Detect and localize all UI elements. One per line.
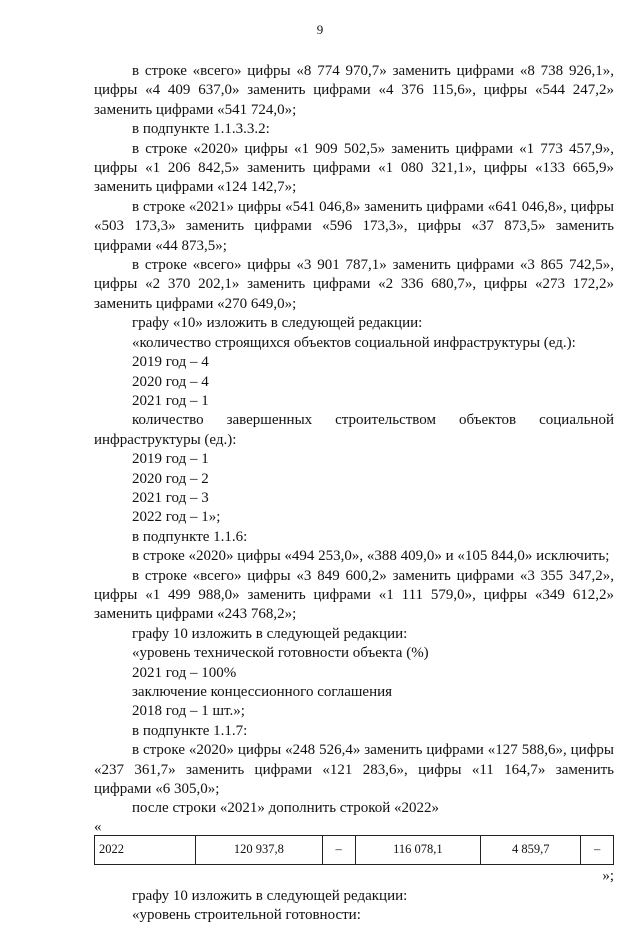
paragraph: в строке «2021» цифры «541 046,8» заменить цифрами «641 046,8», цифры «503 173,3» заменить цифрами «596 173,3», цифры «37 873,5» заменить цифрами «44 873,5»; — [94, 198, 614, 254]
paragraph: в подпункте 1.1.3.3.2: — [132, 121, 270, 138]
list-line: 2020 год – 2 — [132, 470, 209, 487]
paragraph: в подпункте 1.1.6: — [132, 528, 248, 545]
paragraph: «уровень строительной готовности: — [132, 907, 361, 924]
closing-quote: »; — [602, 867, 614, 884]
paragraph: в строке «2020» цифры «494 253,0», «388 409,0» и «105 844,0» исключить; — [132, 548, 610, 565]
paragraph: «уровень технической готовности объекта (%) — [132, 645, 429, 662]
paragraph: «количество строящихся объектов социальной инфраструктуры (ед.): — [132, 334, 576, 351]
list-line: заключение концессионного соглашения — [132, 684, 393, 700]
paragraph: в строке «всего» цифры «3 901 787,1» заменить цифрами «3 865 742,5», цифры «2 370 202,1» заменить цифрами «2 336 680,7», цифры «273 172,2» заменить цифрами «270 649,0»; — [94, 257, 614, 312]
table-cell: 116 078,1 — [355, 835, 481, 864]
paragraph: в подпункте 1.1.7: — [132, 722, 248, 739]
paragraph: в строке «2020» цифры «248 526,4» заменить цифрами «127 588,6», цифры «237 361,7» заменить цифрами «121 283,6», цифры «11 164,7» заменить цифрами «6 305,0»; — [94, 742, 614, 798]
list-line: 2018 год – 1 шт.»; — [132, 703, 245, 720]
list-line: 2021 год – 100% — [132, 664, 237, 681]
page-number: 9 — [316, 22, 324, 37]
table-cell: – — [581, 835, 614, 864]
paragraph: в строке «всего» цифры «8 774 970,7» заменить цифрами «8 738 926,1», цифры «4 409 637,0» заменить цифрами «4 376 115,6», цифры «544 247,2» заменить цифрами «541 724,0»; — [94, 63, 614, 118]
list-line: 2020 год – 4 — [132, 373, 209, 390]
paragraph: графу «10» изложить в следующей редакции: — [132, 315, 423, 332]
paragraph: после строки «2021» дополнить строкой «2022» — [132, 800, 440, 817]
opening-quote: « — [94, 818, 102, 835]
table-cell: 120 937,8 — [196, 835, 323, 864]
list-line: 2021 год – 3 — [132, 489, 209, 506]
paragraph: графу 10 изложить в следующей редакции: — [132, 625, 408, 642]
table-cell: – — [322, 835, 355, 864]
list-line: 2022 год – 1»; — [132, 509, 221, 526]
paragraph: количество завершенных строительством объектов социальной инфраструктуры (ед.): — [94, 412, 614, 448]
amendment-table — [94, 835, 614, 865]
list-line: 2021 год – 1 — [132, 392, 209, 409]
table-cell-year: 2022 — [95, 835, 196, 864]
paragraph: в строке «всего» цифры «3 849 600,2» заменить цифрами «3 355 347,2», цифры «1 499 988,0» заменить цифрами «1 111 579,0», цифры «349 612,2» заменить цифрами «243 768,2»; — [94, 567, 614, 623]
table-cell: 4 859,7 — [481, 835, 581, 864]
table-row — [95, 835, 614, 864]
paragraph: графу 10 изложить в следующей редакции: — [132, 887, 408, 904]
paragraph: в строке «2020» цифры «1 909 502,5» заменить цифрами «1 773 457,9», цифры «1 206 842,5» заменить цифрами «1 080 321,1», цифры «133 665,9» заменить цифрами «124 142,7»; — [94, 140, 614, 196]
document-body — [94, 62, 614, 926]
list-line: 2019 год – 1 — [132, 451, 209, 468]
list-line: 2019 год – 4 — [132, 354, 209, 371]
